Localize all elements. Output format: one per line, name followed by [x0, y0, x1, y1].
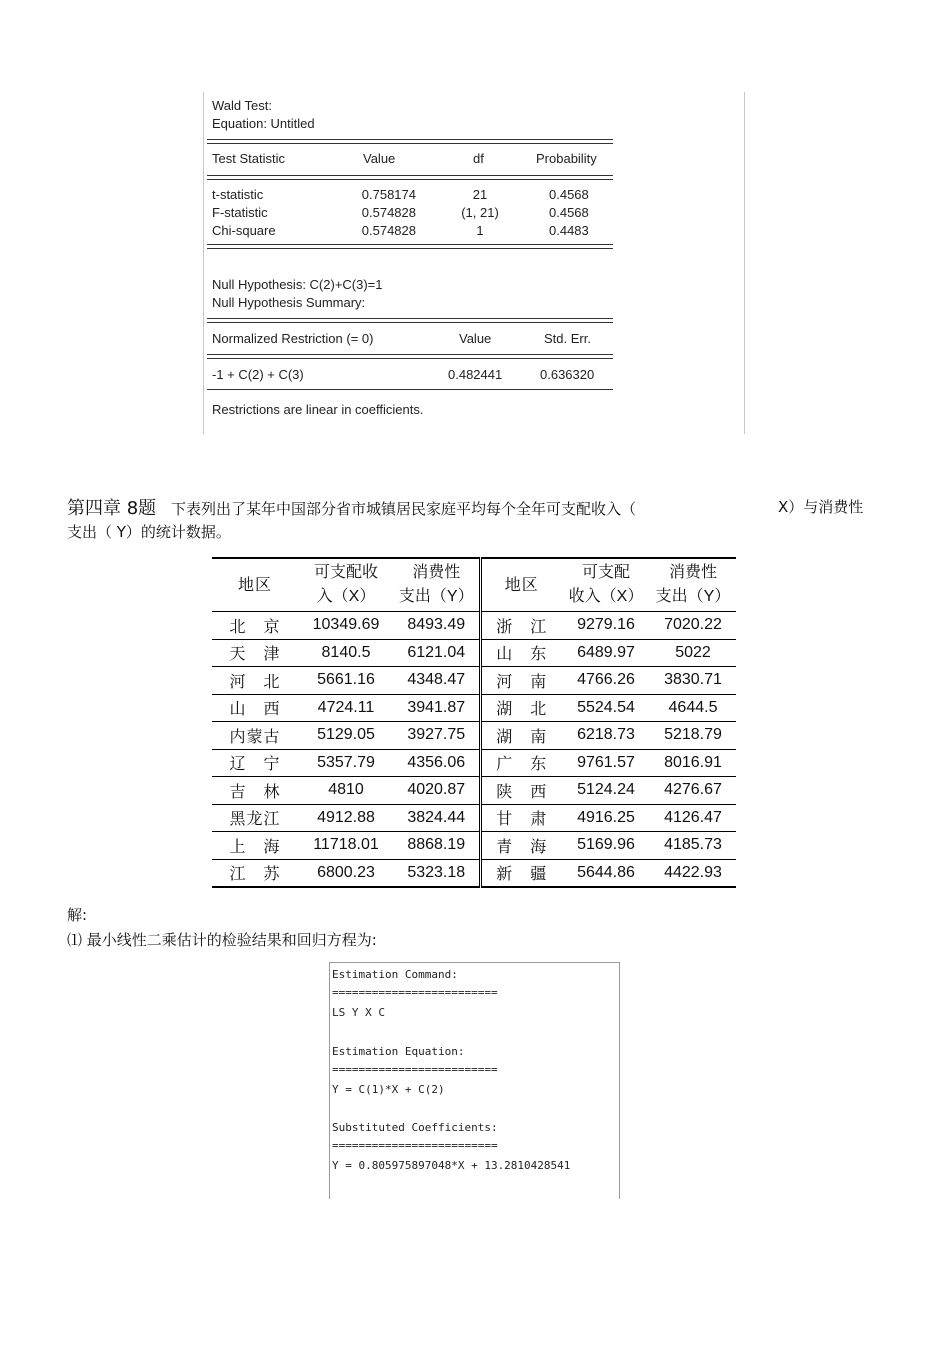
table-row: 辽 宁 5357.79 4356.06 广 东 9761.57 8016.91 [212, 749, 736, 777]
table-row: 北 京 10349.69 8493.49 浙 江 9279.16 7020.22 [212, 612, 736, 640]
null-hypothesis: Null Hypothesis: C(2)+C(3)=1 [212, 277, 383, 292]
header-consumption: 消费性 支出（Y） [394, 558, 480, 612]
row-df: 1 [476, 223, 484, 238]
divider [207, 354, 613, 359]
question-line-1-end: X）与消费性 [778, 498, 864, 516]
question-line-1 [67, 494, 636, 520]
rule: ========================= [332, 1063, 498, 1076]
restriction-std-err: 0.636320 [540, 367, 595, 382]
row-stat: Chi-square [212, 223, 276, 238]
header-income: 可支配 收入（X） [562, 558, 650, 612]
table-row: 黑龙江 4912.88 3824.44 甘 肃 4916.25 4126.47 [212, 804, 736, 832]
row-value: 0.574828 [361, 223, 416, 238]
header-income: 可支配收 入（X） [298, 558, 394, 612]
row-value: 0.574828 [361, 205, 416, 220]
estimation-command: LS Y X C [332, 1006, 385, 1019]
header-restriction-value: Value [459, 331, 492, 346]
divider [207, 139, 613, 144]
wald-footer: Restrictions are linear in coefficients. [212, 402, 424, 417]
answer-step-1: ⑴ 最小线性二乘估计的检验结果和回归方程为: [67, 931, 377, 949]
row-stat: F-statistic [212, 205, 268, 220]
header-df: df [473, 151, 484, 166]
table-row: 上 海 11718.01 8868.19 青 海 5169.96 4185.73 [212, 832, 736, 860]
row-df: 21 [472, 187, 488, 202]
null-hypothesis-summary: Null Hypothesis Summary: [212, 295, 366, 310]
table-row: 山 西 4724.11 3941.87 湖 北 5524.54 4644.5 [212, 694, 736, 722]
substituted-equation: Y = 0.805975897048*X + 13.2810428541 [332, 1159, 571, 1172]
row-prob: 0.4483 [549, 223, 589, 238]
header-std-err: Std. Err. [544, 331, 591, 346]
estimation-command-title: Estimation Command: [332, 968, 458, 981]
header-value: Value [363, 151, 396, 166]
estimation-equation: Y = C(1)*X + C(2) [332, 1083, 445, 1096]
table-row: 天 津 8140.5 6121.04 山 东 6489.97 5022 [212, 639, 736, 667]
wald-equation: Equation: Untitled [212, 116, 315, 131]
row-prob: 0.4568 [549, 205, 589, 220]
question-text: 下表列出了某年中国部分省市城镇居民家庭平均每个全年可支配收入（ [170, 500, 636, 518]
wald-test-panel [203, 92, 745, 434]
question-line-2: 支出（ Y）的统计数据。 [67, 523, 231, 541]
wald-title: Wald Test: [212, 98, 272, 113]
restriction-value: 0.482441 [448, 367, 503, 382]
divider [207, 175, 613, 180]
estimation-equation-title: Estimation Equation: [332, 1045, 465, 1058]
header-normalized-restriction: Normalized Restriction (= 0) [212, 331, 374, 346]
rule: ========================= [332, 986, 498, 999]
table-row: 江 苏 6800.23 5323.18 新 疆 5644.86 4422.93 [212, 859, 736, 887]
chapter-label: 第四章 8题 [67, 498, 157, 519]
row-stat: t-statistic [212, 187, 264, 202]
header-region: 地区 [480, 558, 562, 612]
header-probability: Probability [536, 151, 597, 166]
substituted-coefficients-title: Substituted Coefficients: [332, 1121, 498, 1134]
table-row: 河 北 5661.16 4348.47 河 南 4766.26 3830.71 [212, 667, 736, 695]
header-region: 地区 [212, 558, 298, 612]
header-consumption: 消费性 支出（Y） [650, 558, 736, 612]
table-header-row [212, 558, 736, 612]
estimation-output-panel [329, 962, 620, 1199]
divider [207, 244, 613, 249]
row-df: (1, 21) [461, 205, 499, 220]
table-row: 吉 林 4810 4020.87 陕 西 5124.24 4276.67 [212, 777, 736, 805]
answer-label: 解: [67, 906, 88, 924]
restriction-expression: -1 + C(2) + C(3) [212, 367, 304, 382]
row-value: 0.758174 [361, 187, 416, 202]
divider [207, 318, 613, 323]
row-prob: 0.4568 [549, 187, 589, 202]
header-test-statistic: Test Statistic [212, 151, 285, 166]
income-consumption-table [212, 557, 736, 888]
rule: ========================= [332, 1139, 498, 1152]
table-row: 内蒙古 5129.05 3927.75 湖 南 6218.73 5218.79 [212, 722, 736, 750]
divider [207, 389, 613, 390]
